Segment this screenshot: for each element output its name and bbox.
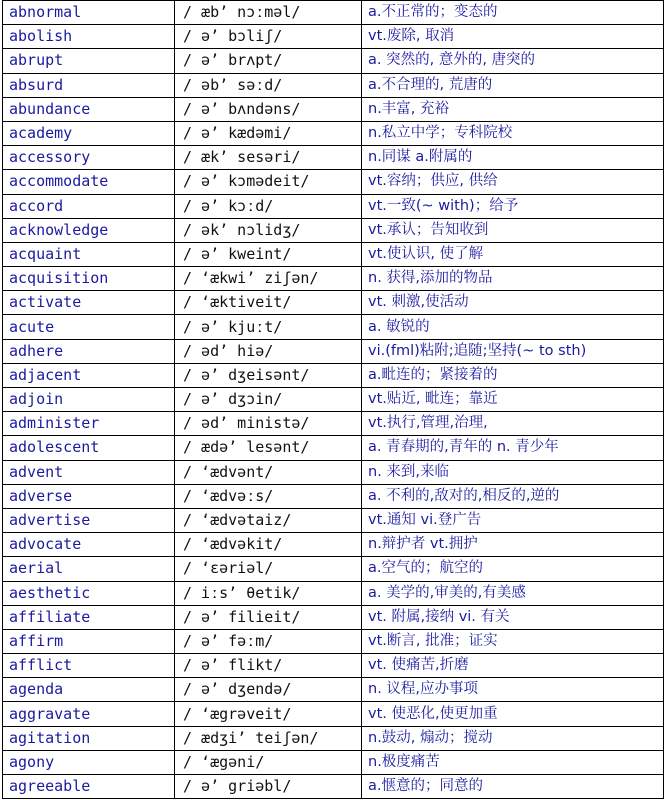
- phonetic-cell: / ‘ædvəːs/: [175, 484, 362, 508]
- meaning-cell: vt.贴近, 毗连；靠近: [362, 388, 664, 412]
- phonetic-cell: / ‘ædvəkit/: [175, 533, 362, 557]
- word-cell: aerial: [3, 557, 175, 581]
- table-row: [3, 242, 664, 266]
- word-cell: administer: [3, 412, 175, 436]
- word-cell: aesthetic: [3, 581, 175, 605]
- word-cell: agitation: [3, 726, 175, 750]
- meaning-cell: n.辩护者 vt.拥护: [362, 533, 664, 557]
- meaning-cell: a. 美学的,审美的,有美感: [362, 581, 664, 605]
- meaning-cell: vt. 使痛苦,折磨: [362, 654, 664, 678]
- meaning-cell: n.丰富, 充裕: [362, 97, 664, 121]
- meaning-cell: a.毗连的；紧接着的: [362, 363, 664, 387]
- meaning-cell: n.极度痛苦: [362, 750, 664, 774]
- table-row: [3, 702, 664, 726]
- phonetic-cell: / ‘ɛəriəl/: [175, 557, 362, 581]
- phonetic-cell: / ‘ægrəveit/: [175, 702, 362, 726]
- table-row: [3, 412, 664, 436]
- table-row: [3, 49, 664, 73]
- word-cell: abrupt: [3, 49, 175, 73]
- meaning-cell: vt.通知 vi.登广告: [362, 508, 664, 532]
- phonetic-cell: / ə’ dʒeisənt/: [175, 363, 362, 387]
- meaning-cell: n. 议程,应办事项: [362, 678, 664, 702]
- table-row: [3, 678, 664, 702]
- word-cell: absurd: [3, 73, 175, 97]
- phonetic-cell: / ‘ægəni/: [175, 750, 362, 774]
- table-row: [3, 218, 664, 242]
- phonetic-cell: / ə’ kjuːt/: [175, 315, 362, 339]
- table-row: [3, 267, 664, 291]
- table-row: [3, 194, 664, 218]
- table-row: [3, 775, 664, 799]
- phonetic-cell: / əd’ ministə/: [175, 412, 362, 436]
- phonetic-cell: / ə’ kɔːd/: [175, 194, 362, 218]
- word-cell: advocate: [3, 533, 175, 557]
- word-cell: acknowledge: [3, 218, 175, 242]
- table-row: [3, 1, 664, 25]
- meaning-cell: vt.使认识, 使了解: [362, 242, 664, 266]
- meaning-cell: n.私立中学；专科院校: [362, 121, 664, 145]
- meaning-cell: a.不合理的, 荒唐的: [362, 73, 664, 97]
- meaning-cell: vt. 附属,接纳 vi. 有关: [362, 605, 664, 629]
- phonetic-cell: / iːs’ θetik/: [175, 581, 362, 605]
- word-cell: adhere: [3, 339, 175, 363]
- phonetic-cell: / ə’ kweint/: [175, 242, 362, 266]
- meaning-cell: vt.断言, 批准；证实: [362, 629, 664, 653]
- word-cell: abundance: [3, 97, 175, 121]
- phonetic-cell: / ə’ kædəmi/: [175, 121, 362, 145]
- table-row: [3, 339, 664, 363]
- word-cell: acquisition: [3, 267, 175, 291]
- phonetic-cell: / ə’ dʒɔin/: [175, 388, 362, 412]
- word-cell: academy: [3, 121, 175, 145]
- word-cell: affirm: [3, 629, 175, 653]
- word-cell: activate: [3, 291, 175, 315]
- phonetic-cell: / ə’ brʌpt/: [175, 49, 362, 73]
- meaning-cell: vt.废除, 取消: [362, 25, 664, 49]
- phonetic-cell: / ə’ dʒendə/: [175, 678, 362, 702]
- phonetic-cell: / ək’ nɔlidʒ/: [175, 218, 362, 242]
- table-row: [3, 726, 664, 750]
- meaning-cell: n. 来到,来临: [362, 460, 664, 484]
- word-cell: agony: [3, 750, 175, 774]
- meaning-cell: vt.容纳；供应, 供给: [362, 170, 664, 194]
- meaning-cell: n.同谋 a.附属的: [362, 146, 664, 170]
- meaning-cell: n.鼓动, 煽动；搅动: [362, 726, 664, 750]
- table-row: [3, 170, 664, 194]
- phonetic-cell: / ə’ griəbl/: [175, 775, 362, 799]
- word-cell: advent: [3, 460, 175, 484]
- phonetic-cell: / ə’ bɔliʃ/: [175, 25, 362, 49]
- table-row: [3, 629, 664, 653]
- word-cell: acquaint: [3, 242, 175, 266]
- table-row: [3, 533, 664, 557]
- table-row: [3, 557, 664, 581]
- vocabulary-table-body: [3, 1, 664, 799]
- table-row: [3, 25, 664, 49]
- meaning-cell: n. 获得,添加的物品: [362, 267, 664, 291]
- meaning-cell: a. 青春期的,青年的 n. 青少年: [362, 436, 664, 460]
- table-row: [3, 121, 664, 145]
- table-row: [3, 97, 664, 121]
- table-row: [3, 363, 664, 387]
- table-row: [3, 750, 664, 774]
- word-cell: accord: [3, 194, 175, 218]
- phonetic-cell: / ‘ædvətaiz/: [175, 508, 362, 532]
- word-cell: advertise: [3, 508, 175, 532]
- phonetic-cell: / ædʒi’ teiʃən/: [175, 726, 362, 750]
- table-row: [3, 460, 664, 484]
- word-cell: abnormal: [3, 1, 175, 25]
- meaning-cell: vt. 刺激,使活动: [362, 291, 664, 315]
- phonetic-cell: / ‘ædvənt/: [175, 460, 362, 484]
- vocabulary-table: [2, 0, 664, 799]
- phonetic-cell: / əd’ hiə/: [175, 339, 362, 363]
- word-cell: affiliate: [3, 605, 175, 629]
- meaning-cell: a.不正常的；变态的: [362, 1, 664, 25]
- meaning-cell: vt.执行,管理,治理,: [362, 412, 664, 436]
- phonetic-cell: / ə’ bʌndəns/: [175, 97, 362, 121]
- table-row: [3, 508, 664, 532]
- meaning-cell: vi.(fml)粘附;追随;坚持(~ to sth): [362, 339, 664, 363]
- table-row: [3, 581, 664, 605]
- phonetic-cell: / ə’ fəːm/: [175, 629, 362, 653]
- phonetic-cell: / æb’ nɔːməl/: [175, 1, 362, 25]
- table-row: [3, 605, 664, 629]
- table-row: [3, 73, 664, 97]
- phonetic-cell: / ə’ filieit/: [175, 605, 362, 629]
- table-row: [3, 436, 664, 460]
- table-row: [3, 388, 664, 412]
- word-cell: aggravate: [3, 702, 175, 726]
- meaning-cell: a. 敏锐的: [362, 315, 664, 339]
- table-row: [3, 484, 664, 508]
- table-row: [3, 315, 664, 339]
- meaning-cell: a.惬意的；同意的: [362, 775, 664, 799]
- word-cell: adverse: [3, 484, 175, 508]
- word-cell: adjacent: [3, 363, 175, 387]
- word-cell: agreeable: [3, 775, 175, 799]
- phonetic-cell: / ædə’ lesənt/: [175, 436, 362, 460]
- word-cell: acute: [3, 315, 175, 339]
- table-row: [3, 291, 664, 315]
- phonetic-cell: / ‘æktiveit/: [175, 291, 362, 315]
- phonetic-cell: / əb’ səːd/: [175, 73, 362, 97]
- phonetic-cell: / ə’ flikt/: [175, 654, 362, 678]
- word-cell: accessory: [3, 146, 175, 170]
- word-cell: accommodate: [3, 170, 175, 194]
- table-row: [3, 146, 664, 170]
- word-cell: adjoin: [3, 388, 175, 412]
- word-cell: abolish: [3, 25, 175, 49]
- phonetic-cell: / æk’ sesəri/: [175, 146, 362, 170]
- word-cell: afflict: [3, 654, 175, 678]
- meaning-cell: a.空气的；航空的: [362, 557, 664, 581]
- meaning-cell: vt.一致(~ with)；给予: [362, 194, 664, 218]
- meaning-cell: vt. 使恶化,使更加重: [362, 702, 664, 726]
- word-cell: adolescent: [3, 436, 175, 460]
- meaning-cell: a. 不利的,敌对的,相反的,逆的: [362, 484, 664, 508]
- table-row: [3, 654, 664, 678]
- meaning-cell: a. 突然的, 意外的, 唐突的: [362, 49, 664, 73]
- phonetic-cell: / ə’ kɔmədeit/: [175, 170, 362, 194]
- meaning-cell: vt.承认；告知收到: [362, 218, 664, 242]
- word-cell: agenda: [3, 678, 175, 702]
- phonetic-cell: / ‘ækwi’ ziʃən/: [175, 267, 362, 291]
